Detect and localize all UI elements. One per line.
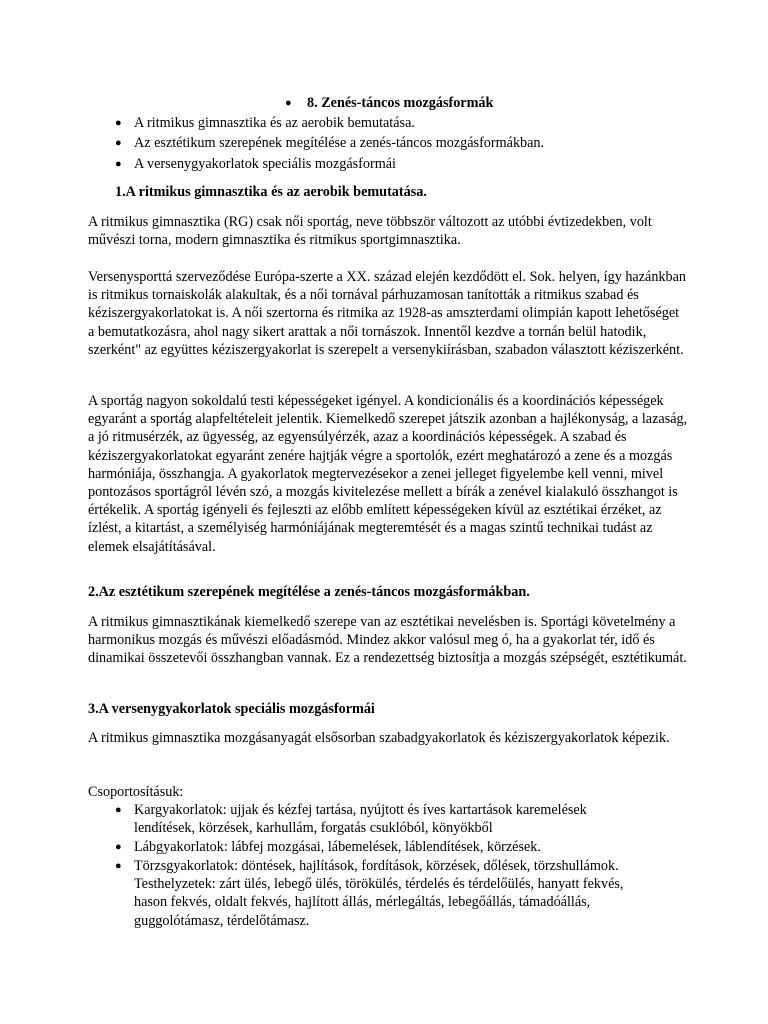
outline-item-text: A versenygyakorlatok speciális mozgásformái (134, 156, 396, 172)
bullet-icon: ● (115, 860, 122, 872)
bullet-icon: ● (115, 137, 122, 149)
outline-item (115, 134, 715, 152)
paragraph: A ritmikus gimnasztika mozgásanyagát elsősorban szabadgyakorlatok és kéziszergyakorlatok képezik. (88, 730, 670, 746)
paragraph: A sportág nagyon sokoldalú testi képességeket igényel. A kondicionális és a koordinációs képességek egyaránt a sportág alapfeltételeit jelentik. Kiemelkedő szerepet játszik azonban a hajlékonyság, a lazaság, a jó ritmusérzék, az ügyesség, az egyensúlyérzék, azaz a koordinációs képességek. A szabad és kéziszergyakorlatokat egyaránt zenére hajtják végre a sportolók, ezért meghatározó a zene és a mozgás harmóniája, összhangja. A gyakorlatok megtervezésekor a zenei jelleget figyelembe kell venni, mivel pontozásos sportágról lévén szó, a mozgás kivitelezése mellett a bírák a zenével kialakuló összhangot is értékelik. A sportág igényeli és fejleszti az előbb említett képességeken kívül az esztétikai érzéket, az ízlést, a kitartást, a személyiség harmóniájának megteremtését és a magas szintű technikai tudást az elemek elsajátításával. (88, 393, 688, 555)
outline-item-text: Az esztétikum szerepének megítélése a zenés-táncos mozgásformákban. (134, 135, 545, 151)
list-item-text: Kargyakorlatok: ujjak és kézfej tartása, nyújtott és íves kartartások karemelések lendítések, körzések, karhullám, forgatás csuklóból, könyökből (134, 802, 587, 837)
list-item (115, 857, 655, 930)
section-heading: 1.A ritmikus gimnasztika és az aerobik bemutatása. (115, 184, 427, 200)
list-item (115, 801, 650, 837)
outline-item-text: A ritmikus gimnasztika és az aerobik bemutatása. (134, 115, 415, 131)
list-item (115, 838, 715, 856)
section-heading: 2.Az esztétikum szerepének megítélése a zenés-táncos mozgásformákban. (88, 584, 530, 600)
group-label: Csoportosításuk: (88, 784, 184, 800)
list-item-text: Törzsgyakorlatok: döntések, hajlítások, fordítások, körzések, dőlések, törzshullámok. Testhelyzetek: zárt ülés, lebegő ülés, törökülés, térdelés és térdelőülés, hanyatt fekvés, hason fekvés, oldalt fekvés, hajlított állás, mérlegáltás, lebegőállás, támadóállás, guggolótámasz, térdelőtámasz. (134, 858, 624, 929)
paragraph: Versenysporttá szerveződése Európa-szerte a XX. század elején kezdődött el. Sok. helyen, így hazánkban is ritmikus tornaiskolák alakultak, és a női tornával párhuzamosan tanították a ritmikus szabad és kéziszergyakorlatokat is. A női szertorna és ritmika az 1928-as amszterdami olimpián kapott lehetőséget a bemutatkozásra, ahol nagy sikert arattak a női tornászok. Innentől kezdve a tornán belül hatodik, szerként" az együttes kéziszergyakorlat is szerepelt a versenykiírásban, szabadon választott kéziszerként. (88, 269, 686, 358)
outline-title-text: 8. Zenés-táncos mozgásformák (307, 95, 494, 111)
outline-item (115, 155, 715, 173)
bullet-icon: ● (115, 117, 122, 129)
bullet-icon: ● (115, 158, 122, 170)
bullet-icon: ● (285, 97, 292, 109)
paragraph: A ritmikus gimnasztikának kiemelkedő szerepe van az esztétikai nevelésben is. Sportági követelmény a harmonikus mozgás és művészi előadásmód. Mindez akkor valósul meg ó, ha a gyakorlat tér, idő és dinamikai összetevői összhangban vannak. Ez a rendezettség biztosítja a mozgás szépségét, esztétikumát. (88, 614, 687, 667)
outline-item (115, 114, 715, 132)
paragraph: A ritmikus gimnasztika (RG) csak női sportág, neve többször változott az utóbbi évtizedekben, volt művészi torna, modern gimnasztika és ritmikus sportgimnasztika. (88, 214, 652, 249)
bullet-icon: ● (115, 804, 122, 816)
list-item-text: Lábgyakorlatok: lábfej mozgásai, lábemelések, láblendítések, körzések. (134, 839, 541, 855)
section-heading: 3.A versenygyakorlatok speciális mozgásformái (88, 701, 375, 717)
outline-title (285, 94, 685, 112)
bullet-icon: ● (115, 841, 122, 853)
